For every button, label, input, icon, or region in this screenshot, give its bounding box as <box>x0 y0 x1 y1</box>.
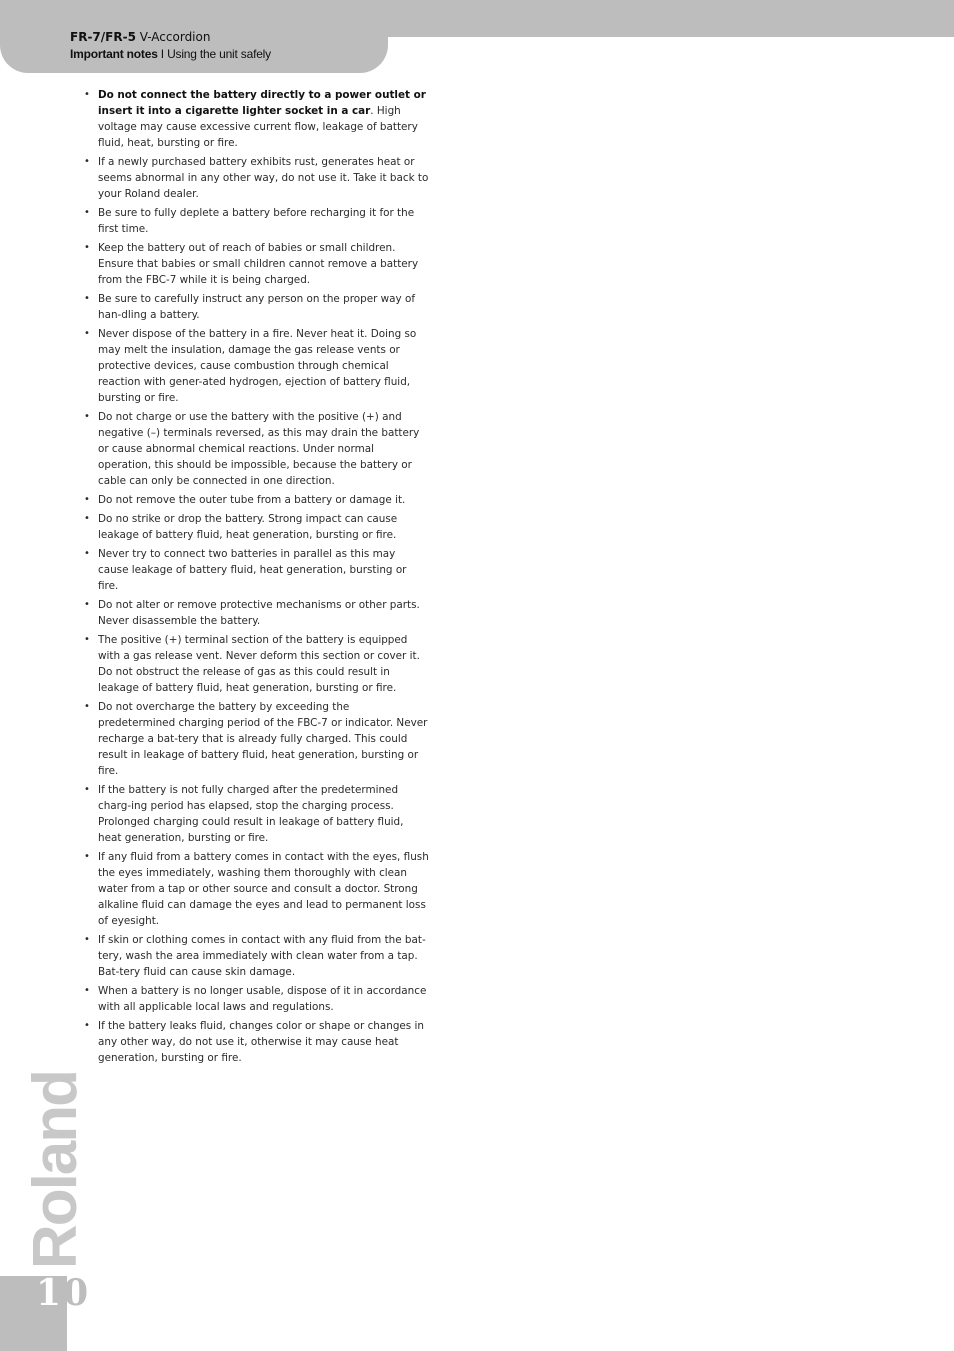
list-item <box>84 597 429 629</box>
product-model: FR-7/FR-5 <box>70 30 136 44</box>
list-item-text: Keep the battery out of reach of babies or small children. Ensure that babies or small children cannot remove a battery from the FBC-7 while it is being charged. <box>98 242 419 286</box>
section-separator: I <box>157 47 168 61</box>
bullet-icon: • <box>84 985 90 996</box>
list-item <box>84 291 429 323</box>
list-item-text: Never try to connect two batteries in parallel as this may cause leakage of battery fluid, heat generation, bursting or fire. <box>98 548 407 592</box>
bullet-icon: • <box>84 513 90 524</box>
bullet-icon: • <box>84 548 90 559</box>
list-item <box>84 205 429 237</box>
bullet-icon: • <box>84 293 90 304</box>
bullet-icon: • <box>84 599 90 610</box>
list-item <box>84 699 429 779</box>
bullet-icon: • <box>84 634 90 645</box>
list-item-text: Do no strike or drop the battery. Strong impact can cause leakage of battery fluid, heat generation, bursting or fire. <box>98 513 398 541</box>
list-item <box>84 326 429 406</box>
list-item <box>84 511 429 543</box>
list-item-text: If the battery leaks fluid, changes color or shape or changes in any other way, do not use it, otherwise it may cause heat generation, bursting or fire. <box>98 1020 425 1064</box>
list-item <box>84 546 429 594</box>
brand-logo: Roland <box>21 1070 90 1270</box>
list-item-text: If the battery is not fully charged after the predetermined charg-ing period has elapsed, stop the charging process. Prolonged charging could result in leakage of battery fluid, heat generation, bursting or fire. <box>98 784 404 844</box>
list-item <box>84 409 429 489</box>
bullet-icon: • <box>84 207 90 218</box>
safety-notes-list <box>84 87 429 1069</box>
list-item <box>84 983 429 1015</box>
section-title <box>70 47 271 61</box>
bullet-icon: • <box>84 242 90 253</box>
page-number <box>36 1272 90 1314</box>
list-item-text: When a battery is no longer usable, dispose of it in accordance with all applicable local laws and regulations. <box>98 985 427 1013</box>
list-item-text: If any fluid from a battery comes in contact with the eyes, flush the eyes immediately, washing them thoroughly with clean water from a tap or other source and consult a doctor. Strong alkaline fluid can damage the eyes and lead to permanent loss of eyesight. <box>98 851 429 927</box>
bullet-icon: • <box>84 851 90 862</box>
list-item-text: The positive (+) terminal section of the battery is equipped with a gas release vent. Never deform this section or cover it. Do not obstruct the release of gas as this could result in leakage of battery fluid, heat generation, bursting or fire. <box>98 634 420 694</box>
bullet-icon: • <box>84 934 90 945</box>
list-item-text: Do not alter or remove protective mechanisms or other parts. Never disassemble the battery. <box>98 599 420 627</box>
bullet-icon: • <box>84 494 90 505</box>
list-item <box>84 932 429 980</box>
bullet-icon: • <box>84 1020 90 1031</box>
section-sub: Using the unit safely <box>167 47 271 61</box>
bullet-icon: • <box>84 328 90 339</box>
section-main: Important notes <box>70 47 158 61</box>
list-item <box>84 492 429 508</box>
page-number-digit-2: 0 <box>63 1272 91 1314</box>
product-name: V-Accordion <box>135 30 211 44</box>
list-item-text: . High voltage may cause excessive current flow, leakage of battery fluid, heat, bursting or fire. <box>98 105 418 149</box>
list-item <box>84 154 429 202</box>
list-item-text: If skin or clothing comes in contact with any fluid from the bat-tery, wash the area immediately with clean water from a tap. Bat-tery fluid can cause skin damage. <box>98 934 426 978</box>
list-item-text: If a newly purchased battery exhibits rust, generates heat or seems abnormal in any other way, do not use it. Take it back to your Roland dealer. <box>98 156 429 200</box>
list-item-text: Be sure to fully deplete a battery before recharging it for the first time. <box>98 207 415 235</box>
product-title <box>70 30 210 44</box>
list-item <box>84 632 429 696</box>
bullet-icon: • <box>84 89 90 100</box>
list-item <box>84 87 429 151</box>
notes-list <box>84 87 429 1066</box>
list-item-text: Do not overcharge the battery by exceeding the predetermined charging period of the FBC-7 or indicator. Never recharge a bat-tery that is already fully charged. This could result in leakage of battery fluid, heat generation, bursting or fire. <box>98 701 428 777</box>
list-item <box>84 849 429 929</box>
bullet-icon: • <box>84 701 90 712</box>
bullet-icon: • <box>84 784 90 795</box>
bullet-icon: • <box>84 156 90 167</box>
list-item-text: Do not remove the outer tube from a battery or damage it. <box>98 494 406 506</box>
list-item <box>84 1018 429 1066</box>
list-item <box>84 240 429 288</box>
list-item-text: Do not charge or use the battery with the positive (+) and negative (–) terminals reversed, as this may drain the battery or cause abnormal chemical reactions. Under normal operation, this should be impossible, because the battery or cable can only be connected in one direction. <box>98 411 420 487</box>
list-item-bold-text: Do not connect the battery directly to a power outlet or insert it into a cigarette lighter socket in a car <box>98 89 426 117</box>
list-item-text: Be sure to carefully instruct any person on the proper way of han-dling a battery. <box>98 293 416 321</box>
list-item-text: Never dispose of the battery in a fire. Never heat it. Doing so may melt the insulation, damage the gas release vents or protective devices, cause combustion through chemical reaction with gener-ated hydrogen, ejection of battery fluid, bursting or fire. <box>98 328 417 404</box>
page-number-digit-1: 1 <box>36 1272 64 1314</box>
bullet-icon: • <box>84 411 90 422</box>
list-item <box>84 782 429 846</box>
